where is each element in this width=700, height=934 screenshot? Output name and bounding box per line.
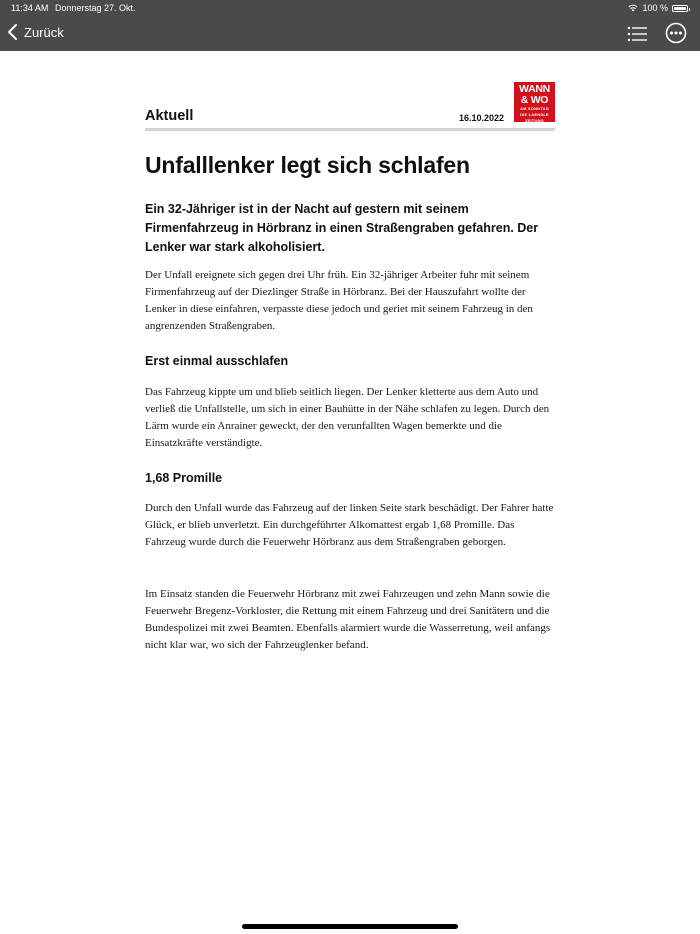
article-paragraph-2: Das Fahrzeug kippte um und blieb seitlich liegen. Der Lenker kletterte aus dem Auto und verließ die Unfallstelle, um sich in einer Bauhütte in der Nähe schlafen zu legen. Durch den Lärm wurde ein Anrainer geweckt, der den verunfallten Wagen bemerkte und die Einsatzkräfte verständigte. <box>145 386 550 449</box>
chevron-left-icon <box>6 23 20 41</box>
more-icon[interactable] <box>665 22 687 44</box>
wifi-icon <box>628 4 638 12</box>
logo-line-4: DIE LAENDLE ZEITUNG <box>520 112 549 123</box>
back-button[interactable] <box>6 23 64 41</box>
status-date: Donnerstag 27. Okt. <box>55 3 136 13</box>
battery-icon <box>672 5 688 12</box>
status-bar <box>0 0 700 16</box>
article-lead: Ein 32-Jähriger ist in der Nacht auf gestern mit seinem Firmenfahrzeug in Hörbranz in einen Straßengraben gefahren. Der Lenker war stark alkoholisiert. <box>145 202 539 254</box>
section-label: Aktuell <box>145 108 194 124</box>
list-icon[interactable] <box>627 25 649 43</box>
article-paragraph-1: Der Unfall ereignete sich gegen drei Uhr früh. Ein 32-jähriger Arbeiter fuhr mit seinem Firmenfahrzeug auf der Diezlinger Straße in Hörbranz. Bei der Hauszufahrt wollte der Lenker in diese einfahren, verpasste diese jedoch und geriet mit seinem Fahrzeug in den angrenzenden Straßengraben. <box>145 269 533 332</box>
status-time: 11:34 AM <box>11 3 49 13</box>
article-subheading-1: Erst einmal ausschlafen <box>145 354 289 368</box>
header-divider <box>145 128 555 131</box>
article-paragraph-4: Im Einsatz standen die Feuerwehr Hörbranz mit zwei Fahrzeugen und zehn Mann sowie die Feuerwehr Bregenz-Vorkloster, die Rettung mit einem Fahrzeug und drei Sanitätern und die Bundespolizei mit zwei Beamten. Ebenfalls alarmiert wurde die Wasserretung, weil anfangs nicht klar war, wo sich der Fahrzeuglenker befand. <box>145 588 551 651</box>
nav-bar <box>0 16 700 51</box>
article-headline: Unfalllenker legt sich schlafen <box>145 152 470 178</box>
logo-line-3: AM SONNTAG <box>519 106 550 111</box>
logo-line-1: WANN <box>519 83 550 95</box>
article-subheading-2: 1,68 Promille <box>145 471 223 485</box>
home-indicator[interactable] <box>242 924 458 929</box>
back-label: Zurück <box>24 24 64 40</box>
wann-wo-logo <box>514 82 555 122</box>
battery-percent: 100 % <box>642 3 668 13</box>
status-right <box>628 3 688 13</box>
logo-line-2: & WO <box>520 94 549 106</box>
article-paragraph-3: Durch den Unfall wurde das Fahrzeug auf der linken Seite stark beschädigt. Der Fahrer hatte Glück, er blieb unverletzt. Ein durchgeführter Alkomattest ergab 1,68 Promille. Das Fahrzeug wurde durch die Feuerwehr Hörbranz aus dem Straßengraben geborgen. <box>145 502 554 548</box>
article-date: 16.10.2022 <box>458 113 504 123</box>
